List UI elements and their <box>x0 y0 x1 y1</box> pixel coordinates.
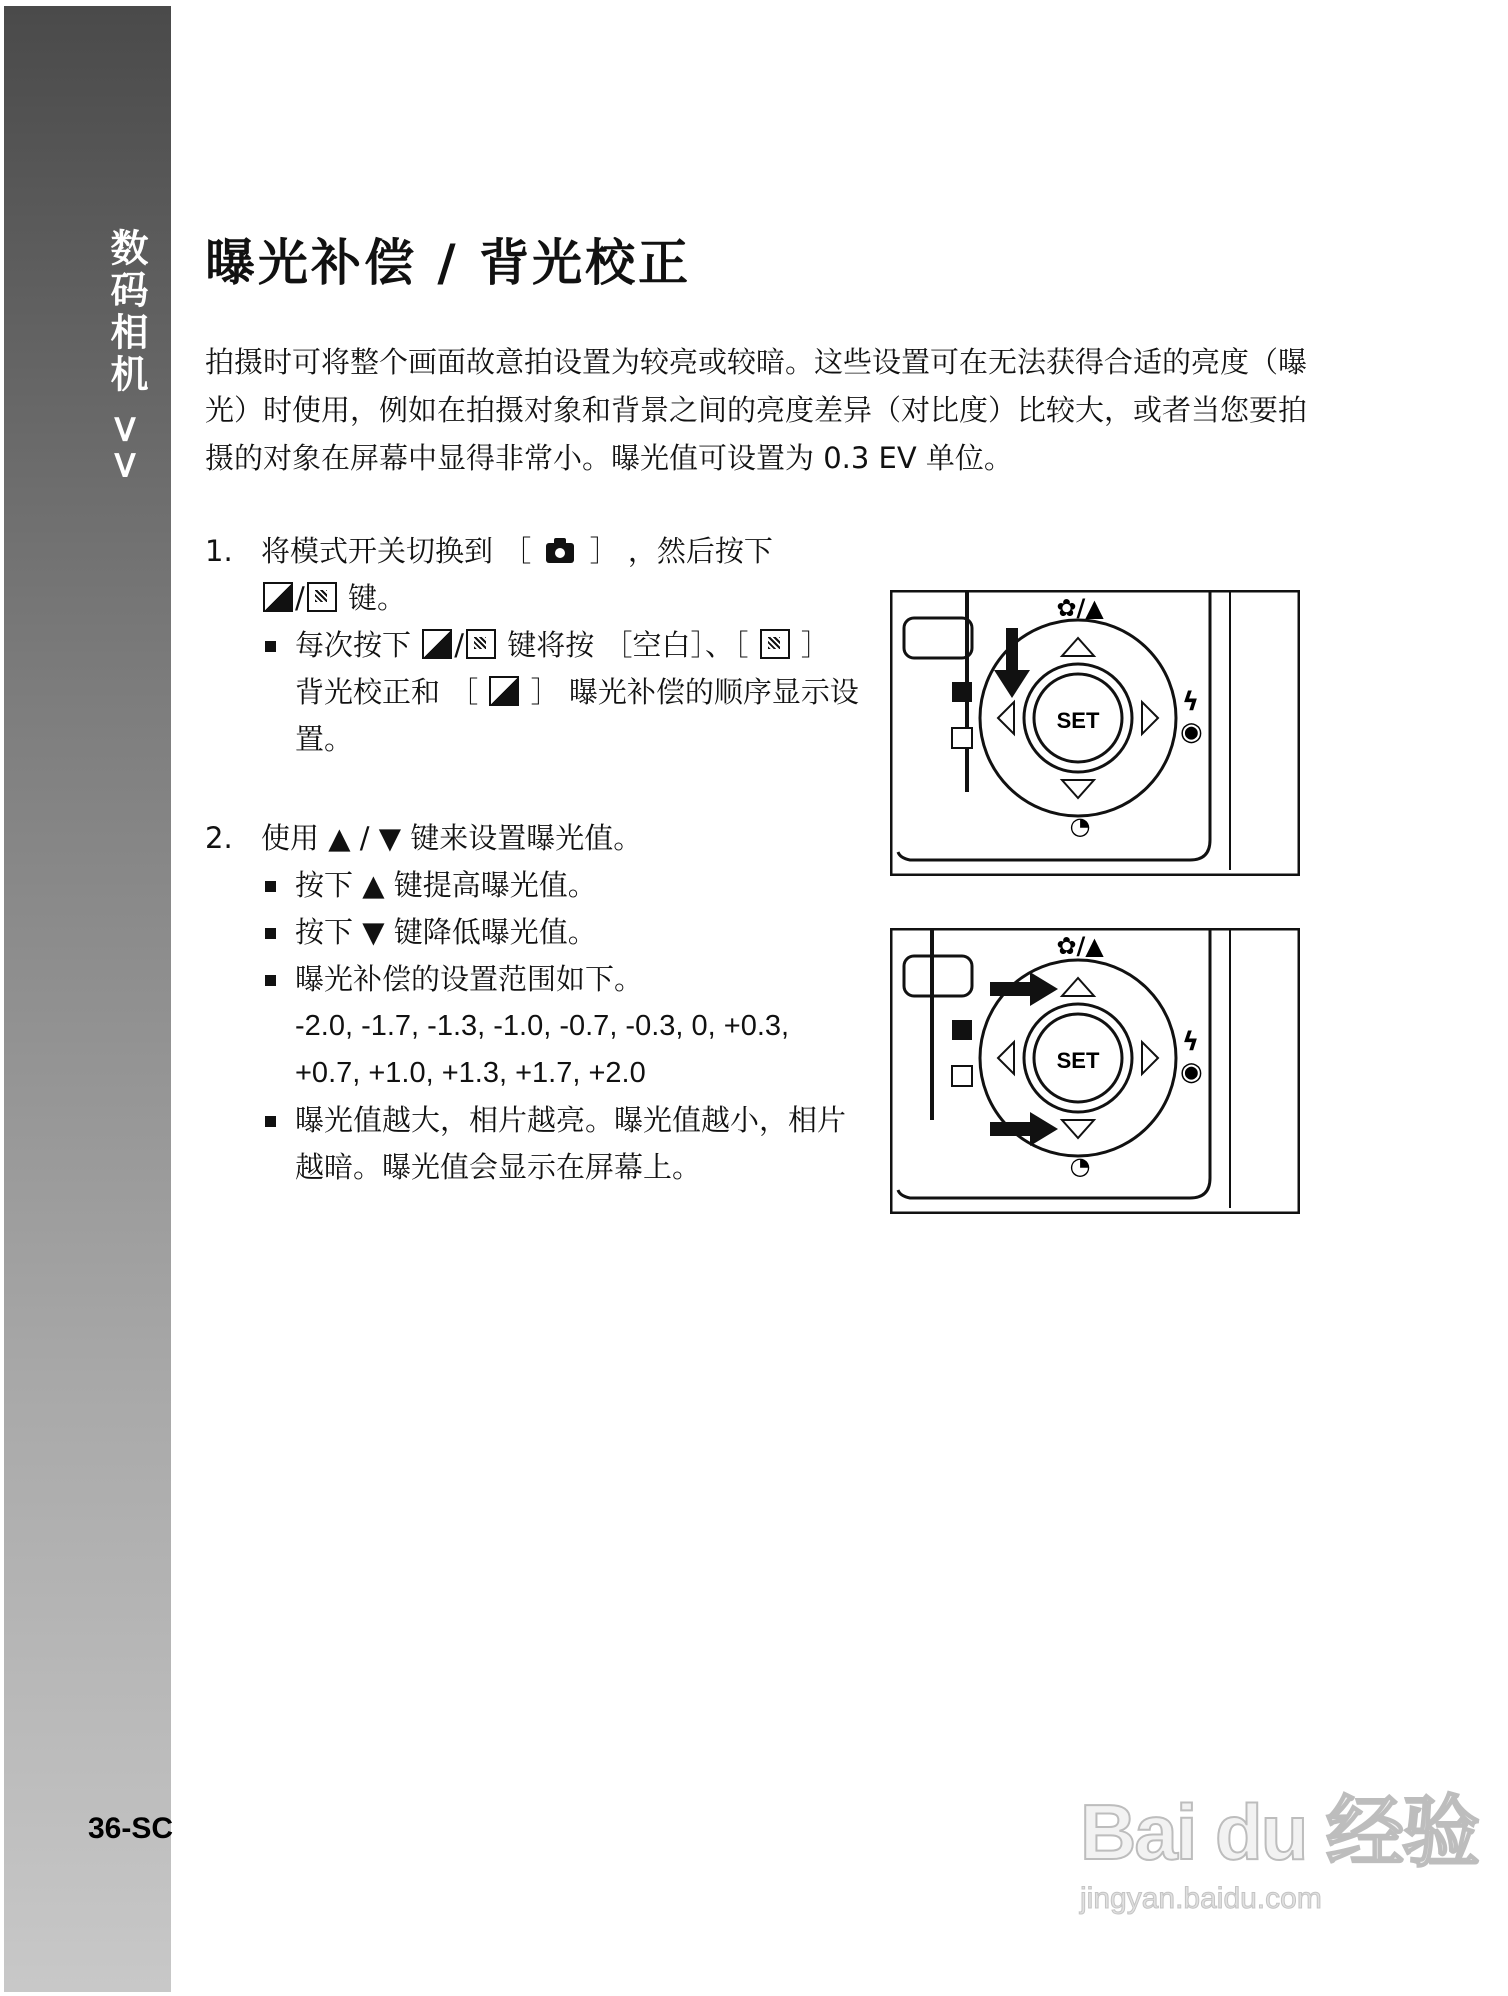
step-number: 1. <box>205 534 233 568</box>
macro-landscape-icon: ✿/▲ <box>1056 932 1104 960</box>
step-1 <box>205 528 865 763</box>
list-item: 每次按下 / 键将按 ［空白］、［ ］ 背光校正和 ［ ］ 曝光补偿的顺序显示设置。 <box>205 622 865 763</box>
backlight-icon <box>466 629 496 659</box>
sidebar-band <box>4 6 174 1992</box>
camera-figure-left-key <box>890 590 1300 876</box>
list-item: 按下 ▲ 键提高曝光值。 <box>205 862 865 909</box>
step-text: 使用 ▲ / ▼ 键来设置曝光值。 <box>261 821 643 855</box>
page-title: 曝光补偿 / 背光校正 <box>205 234 692 292</box>
backlight-icon <box>307 582 337 612</box>
exposure-comp-icon <box>263 582 293 612</box>
set-button-label: SET <box>1056 1048 1100 1073</box>
watermark-brand: Bai du 经验 <box>1080 1788 1479 1876</box>
list-item: 曝光补偿的设置范围如下。 <box>205 956 865 1003</box>
exposure-comp-icon <box>489 676 519 706</box>
camera-figure-up-down-keys <box>890 928 1300 1214</box>
step-2 <box>205 815 865 1191</box>
flash-icon: ϟ <box>1182 687 1200 717</box>
flash-icon: ϟ <box>1182 1027 1200 1057</box>
page-number: 36-SC <box>88 1812 174 1845</box>
exposure-comp-icon <box>952 1020 972 1040</box>
backlight-icon <box>952 1066 972 1086</box>
step-number: 2. <box>205 821 233 855</box>
watermark <box>1080 1770 1478 1916</box>
list-item: 曝光值越大，相片越亮。曝光值越小，相片越暗。曝光值会显示在屏幕上。 <box>205 1097 865 1191</box>
ev-values-line: +0.7, +1.0, +1.3, +1.7, +2.0 <box>295 1057 646 1089</box>
macro-landscape-icon: ✿/▲ <box>1056 594 1104 622</box>
backlight-icon <box>952 728 972 748</box>
exposure-comp-icon <box>422 629 452 659</box>
red-eye-icon: ◉ <box>1180 717 1203 747</box>
ev-values-line: -2.0, -1.7, -1.3, -1.0, -0.7, -0.3, 0, +0.3, <box>295 1010 790 1042</box>
watermark-url: jingyan.baidu.com <box>1080 1882 1322 1915</box>
self-timer-icon: ◔ <box>1069 1152 1091 1180</box>
self-timer-icon: ◔ <box>1069 812 1091 840</box>
backlight-icon <box>760 629 790 659</box>
intro-paragraph: 拍摄时可将整个画面故意拍设置为较亮或较暗。这些设置可在无法获得合适的亮度（曝光）时使用，例如在拍摄对象和背景之间的亮度差异（对比度）比较大，或者当您要拍摄的对象在屏幕中显得非常小。曝光值可设置为 0.3 EV 单位。 <box>205 345 1308 475</box>
camera-icon <box>546 543 574 563</box>
section-label: 数码相机 >> <box>104 228 148 485</box>
step-text: 将模式开关切换到 ［ ］ ，然后按下 / 键。 <box>261 534 773 615</box>
set-button-label: SET <box>1056 708 1100 733</box>
list-item: 按下 ▼ 键降低曝光值。 <box>205 909 865 956</box>
exposure-comp-icon <box>952 682 972 702</box>
red-eye-icon: ◉ <box>1180 1057 1203 1087</box>
